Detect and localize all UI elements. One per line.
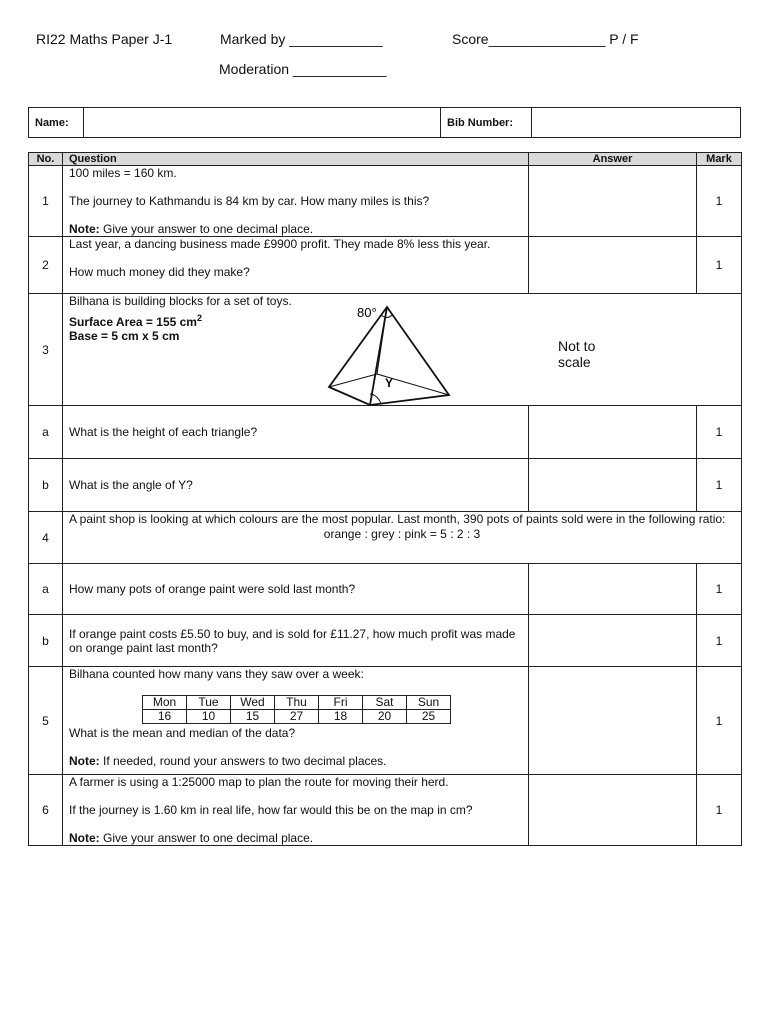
- answer-cell[interactable]: [529, 166, 697, 237]
- name-bib-table: [28, 107, 741, 138]
- mark-cell: 1: [697, 459, 742, 512]
- mark-cell: 1: [697, 615, 742, 667]
- question-text: [63, 166, 529, 237]
- day-cell: Fri: [319, 696, 363, 710]
- col-answer-header: Answer: [529, 153, 697, 166]
- note-text: Give your answer to one decimal place.: [99, 831, 314, 845]
- mark-cell: 1: [697, 237, 742, 294]
- answer-cell[interactable]: [529, 459, 697, 512]
- question-number: b: [29, 615, 63, 667]
- table-row: [29, 294, 742, 406]
- answer-cell[interactable]: [529, 667, 697, 775]
- not-to-scale-note: [558, 338, 595, 370]
- day-cell: Sat: [363, 696, 407, 710]
- question-line: A paint shop is looking at which colours are the most popular. Last month, 390 pots of paints sold were in the following ratio:: [69, 512, 726, 526]
- ratio-line: orange : grey : pink = 5 : 2 : 3: [323, 527, 481, 541]
- question-line: 100 miles = 160 km.: [69, 166, 177, 180]
- question-text: [63, 512, 742, 564]
- table-row: [29, 775, 742, 846]
- surface-area-text: Surface Area = 155 cm: [69, 315, 197, 329]
- answer-cell[interactable]: [529, 406, 697, 459]
- answer-cell[interactable]: [529, 237, 697, 294]
- question-number: a: [29, 564, 63, 615]
- day-cell: Mon: [143, 696, 187, 710]
- answer-cell[interactable]: [529, 775, 697, 846]
- question-text: [63, 667, 529, 775]
- moderation-field[interactable]: Moderation ____________: [219, 61, 387, 77]
- mark-cell: 1: [697, 564, 742, 615]
- col-question-header: Question: [63, 153, 529, 166]
- question-text: How many pots of orange paint were sold last month?: [63, 564, 529, 615]
- question-number: a: [29, 406, 63, 459]
- answer-cell[interactable]: [529, 564, 697, 615]
- question-line: If the journey is 1.60 km in real life, how far would this be on the map in cm?: [69, 803, 473, 817]
- name-label: Name:: [29, 108, 84, 138]
- angle-y-label: Y: [385, 376, 394, 390]
- count-cell: 20: [363, 710, 407, 724]
- table-row: [29, 237, 742, 294]
- question-text: What is the angle of Y?: [63, 459, 529, 512]
- question-text: [63, 294, 742, 406]
- count-cell: 10: [187, 710, 231, 724]
- question-line: Bilhana counted how many vans they saw over a week:: [69, 667, 364, 681]
- note-line: [69, 754, 522, 768]
- score-field[interactable]: Score_______________ P / F: [452, 31, 639, 47]
- question-number: 3: [29, 294, 63, 406]
- not-to-scale-line: Not to: [558, 338, 596, 354]
- table-row: [29, 512, 742, 564]
- question-text: What is the height of each triangle?: [63, 406, 529, 459]
- count-cell: 27: [275, 710, 319, 724]
- note-label: Note:: [69, 754, 100, 768]
- questions-table: [28, 152, 742, 846]
- question-line: The journey to Kathmandu is 84 km by car. How many miles is this?: [69, 194, 430, 208]
- table-row: [29, 615, 742, 667]
- days-row: [143, 696, 451, 710]
- question-number: 6: [29, 775, 63, 846]
- mark-cell: 1: [697, 406, 742, 459]
- question-line: Bilhana is building blocks for a set of toys.: [69, 294, 292, 308]
- question-number: b: [29, 459, 63, 512]
- mark-cell: 1: [697, 667, 742, 775]
- note-text: Give your answer to one decimal place.: [99, 222, 314, 236]
- count-cell: 15: [231, 710, 275, 724]
- question-number: 4: [29, 512, 63, 564]
- note-label: Note:: [69, 222, 100, 236]
- answer-cell[interactable]: [529, 615, 697, 667]
- bib-number-label: Bib Number:: [441, 108, 532, 138]
- note-text: If needed, round your answers to two decimal places.: [99, 754, 387, 768]
- base-text: Base = 5 cm x 5 cm: [69, 329, 180, 343]
- note-label: Note:: [69, 831, 100, 845]
- count-cell: 18: [319, 710, 363, 724]
- question-line: How much money did they make?: [69, 265, 250, 279]
- day-cell: Tue: [187, 696, 231, 710]
- marked-by-field[interactable]: Marked by ____________: [220, 31, 383, 47]
- vans-data-table: [142, 695, 451, 724]
- note-line: [69, 222, 522, 236]
- question-line: What is the mean and median of the data?: [69, 726, 296, 740]
- question-text: If orange paint costs £5.50 to buy, and is sold for £11.27, how much profit was made on orange paint last month?: [63, 615, 529, 667]
- paper-title: RI22 Maths Paper J-1: [36, 31, 173, 47]
- count-cell: 25: [407, 710, 451, 724]
- count-cell: 16: [143, 710, 187, 724]
- day-cell: Sun: [407, 696, 451, 710]
- table-row: [29, 564, 742, 615]
- table-header-row: [29, 153, 742, 166]
- not-to-scale-line: scale: [558, 354, 591, 370]
- question-line: A farmer is using a 1:25000 map to plan the route for moving their herd.: [69, 775, 449, 789]
- table-row: [29, 406, 742, 459]
- mark-cell: 1: [697, 775, 742, 846]
- note-line: [69, 831, 522, 845]
- mark-cell: 1: [697, 166, 742, 237]
- question-number: 2: [29, 237, 63, 294]
- name-input[interactable]: [84, 108, 441, 138]
- counts-row: [143, 710, 451, 724]
- table-row: [29, 166, 742, 237]
- day-cell: Thu: [275, 696, 319, 710]
- col-no-header: No.: [29, 153, 63, 166]
- surface-area-superscript: 2: [196, 313, 202, 323]
- question-text: [63, 237, 529, 294]
- day-cell: Wed: [231, 696, 275, 710]
- question-line: Last year, a dancing business made £9900 profit. They made 8% less this year.: [69, 237, 491, 251]
- angle-80-label: 80°: [357, 305, 377, 320]
- pyramid-diagram: [325, 300, 455, 412]
- question-text: [63, 775, 529, 846]
- bib-number-input[interactable]: [532, 108, 741, 138]
- col-mark-header: Mark: [697, 153, 742, 166]
- question-number: 1: [29, 166, 63, 237]
- question-number: 5: [29, 667, 63, 775]
- table-row: [29, 667, 742, 775]
- table-row: [29, 459, 742, 512]
